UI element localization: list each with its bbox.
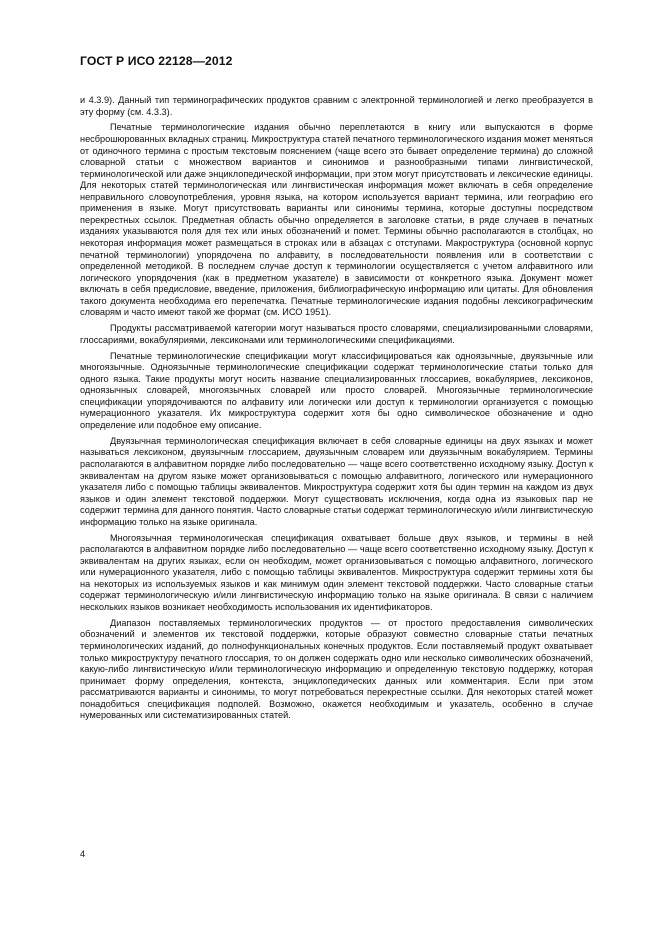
paragraph-multilingual: Многоязычная терминологическая спецификация охватывает больше двух языков, и термины в ней располагаются в алфавитном порядке либо последовательно — чаще всего соответственно исходному языку. Доступ к эквивалентам на других языках, если он необходим, может организовываться с помощью алфавитного, логического или нумерационного указателя, либо с помощью таблицы эквивалентов. Микроструктура содержит термины хотя бы на некоторых из используемых языков и как минимум один элемент текстовой поддержки. Часто словарные статьи содержат терминологическую и/или лингвистическую информацию только на языке оригинала. В связи с наличием нескольких языков возникает необходимость использования их идентификаторов. [80, 532, 593, 612]
paragraph-bilingual: Двуязычная терминологическая спецификация включает в себя словарные единицы на двух языках и может называться лексиконом, двуязычным глоссарием, двуязычным словарем или двуязычным вокабулярием. Термины располагаются в алфавитном порядке либо последовательно — чаще всего соответственно исходному языку. Доступ к эквивалентам на другом языке может организовываться с помощью алфавитного, логического или нумерационного указателя либо с помощью таблицы эквивалентов. Микроструктура содержит хотя бы один термин на каждом из двух языков и один элемент текстовой поддержки. Могут существовать исключения, когда одна из языковых пар не содержит термина для данного понятия. Часто словарные статьи содержат терминологическую и/или лингвистическую информацию только на языке оригинала. [80, 435, 593, 527]
body-text [80, 95, 593, 726]
paragraph-continuation: и 4.3.9). Данный тип терминографических продуктов сравним с электронной терминологией и легко преобразуется в эту форму (см. 4.3.3). [80, 95, 593, 117]
paragraph-product-range: Диапазон поставляемых терминологических продуктов — от простого предоставления символических обозначений и элементов их текстовой поддержки, которые образуют совместно словарные статьи печатных терминологических изданий, до полнофункциональных конечных продуктов. Если поставляемый продукт охватывает только микроструктуру печатного глоссария, то он должен содержать одно или несколько символических обозначений, какую-либо лингвистическую и/или терминологическую информацию и определенную текстовую поддержку, которая принимает форму определения, контекста, энциклопедических данных или комментария. Если при этом рассматриваются варианты и синонимы, то могут потребоваться перекрестные ссылки. Для некоторых статей может понадобиться спецификация подполей. Возможно, окажется необходимым и указатель, особенно в случае нумерованных или систематизированных статей. [80, 617, 593, 721]
document-title: ГОСТ Р ИСО 22128—2012 [80, 54, 233, 68]
page-header [80, 54, 233, 68]
page-number: 4 [80, 849, 86, 859]
paragraph-printed-editions: Печатные терминологические издания обычно переплетаются в книгу или выпускаются в форме несброшюрованных вкладных страниц. Микроструктура статей печатного терминологического издания может меняться от одиночного термина с простым текстовым пояснением (чаще всего это бывает определение термина) до сложной словарной статьи с множеством вариантов и синонимов и разнообразными типами лингвистической, терминологической или даже энциклопедической информации, при этом могут присутствовать и лексические единицы. Для некоторых статей терминологическая или лингвистическая информация может включать в себя определение неправильного словоупотребления, уровня языка, на котором используется вариант термина, или географию его применения в языке. Могут присутствовать варианты или синонимы термина, которые доступны посредством перекрестных ссылок. Предметная область обычно определяется в заголовке статьи, в ряде случаев в печатных изданиях указываются поля для тех или иных обозначений и помет. Термины обычно располагаются в столбцах, но некоторая информация может размещаться в строках или в абзацах с отступами. Макроструктура (основной корпус печатной терминологии) упорядочена по алфавиту, в последовательности появления или в соответствии с определенной методикой. В последнем случае доступ к терминологии осуществляется с учетом алфавитного или логического упорядочения (как в предметном указателе) в зависимости от конкретного языка. Документ может включать в себя предисловие, введение, приложения, библиографическую информацию или цитаты. Для обновления такого документа необходима его перепечатка. Печатные терминологические издания подобны лексикографическим словарям и часто имеют такой же формат (см. ИСО 1951). [80, 122, 593, 318]
paragraph-monolingual: Печатные терминологические спецификации могут классифицироваться как одноязычные, двуязычные или многоязычные. Одноязычные терминологические спецификации содержат терминологические статьи только для одного языка. Такие продукты могут носить название специализированных глоссариев, вокабуляриев, лексиконов, одноязычных словарей, многоязычных словарей или просто словарей. Многоязычные терминологические спецификации упорядочиваются по алфавиту или логически или доступ к терминологии организуется с помощью нумерационного указателя. Их микроструктура содержит хотя бы одно символическое обозначение и одно определение или подобное ему описание. [80, 350, 593, 430]
paragraph-product-names: Продукты рассматриваемой категории могут называться просто словарями, специализированными словарями, глоссариями, вокабуляриями, лексиконами или терминологическими спецификациями. [80, 323, 593, 345]
